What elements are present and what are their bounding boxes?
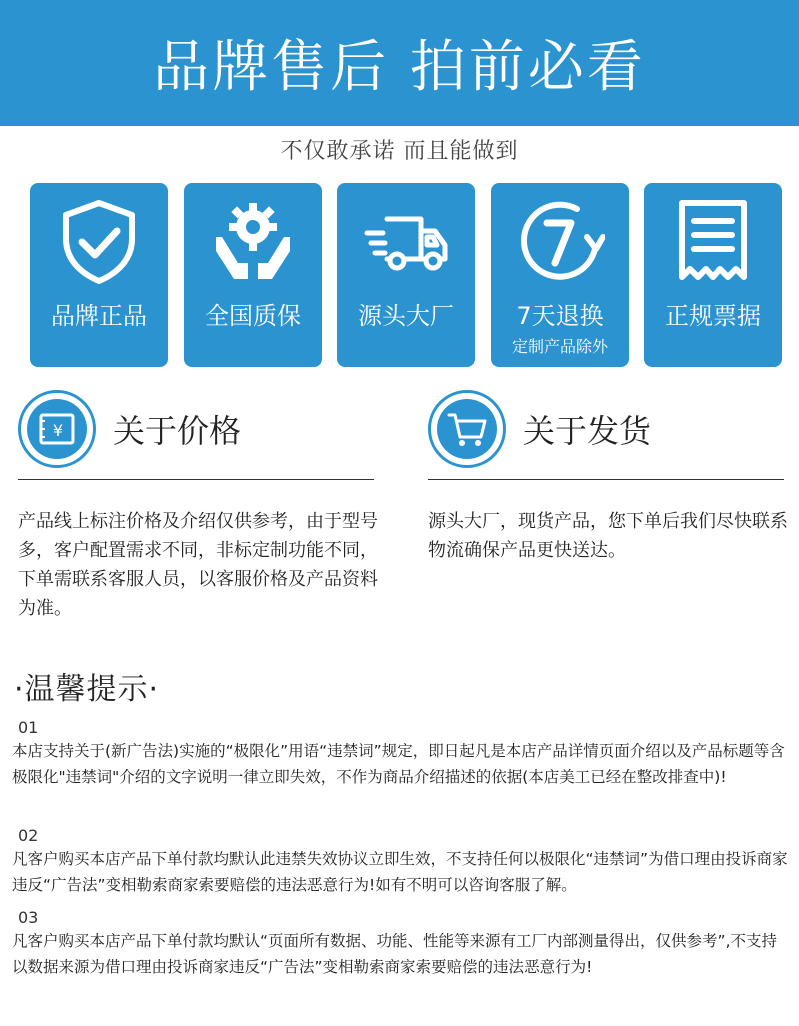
card-national-warranty	[184, 183, 322, 367]
price-divider	[18, 479, 374, 480]
gear-hands-icon	[208, 197, 298, 287]
page-title: 品牌售后 拍前必看	[153, 35, 646, 100]
card-label: 源头大厂	[358, 302, 454, 330]
card-label: 正规票据	[665, 302, 761, 330]
shield-check-icon	[54, 197, 144, 287]
card-label: 品牌正品	[51, 302, 147, 330]
price-tag-icon	[33, 405, 81, 453]
price-section-heading	[18, 388, 374, 478]
tip-number: 02	[18, 826, 39, 845]
tips-title: ·温馨提示·	[14, 672, 160, 707]
shipping-description: 源头大厂，现货产品，您下单后我们尽快联系物流确保产品更快送达。	[428, 511, 788, 561]
price-description: 产品线上标注价格及介绍仅供参考，由于型号多，客户配置需求不同，非标定制功能不同，下单需联系客服人员，以客服价格及产品资料为准。	[18, 511, 378, 619]
header-banner	[0, 0, 799, 126]
card-sublabel: 定制产品除外	[511, 337, 608, 356]
guarantee-cards	[30, 183, 782, 367]
card-seven-day-return	[491, 183, 629, 367]
shipping-icon-badge	[428, 390, 506, 468]
seven-day-return-icon	[515, 197, 605, 287]
shipping-section-heading	[428, 388, 784, 478]
shopping-cart-icon	[443, 405, 491, 453]
price-heading: 关于价格	[113, 412, 242, 450]
tip-number: 03	[18, 908, 39, 927]
card-official-receipt	[644, 183, 782, 367]
delivery-truck-icon	[361, 197, 451, 287]
card-source-factory	[337, 183, 475, 367]
card-brand-genuine	[30, 183, 168, 367]
tip-text: 凡客户购买本店产品下单付款均默认“页面所有数据、功能、性能等来源有工厂内部测量得出，仅供参考”,不支持以数据来源为借口理由投诉商家违反“广告法”变相勒索商家索要赔偿的违法恶意行为!	[12, 932, 777, 976]
subtitle: 不仅敢承诺 而且能做到	[280, 139, 519, 164]
price-icon-badge	[18, 390, 96, 468]
card-label: 全国质保	[205, 302, 301, 330]
card-label: 7天退换	[516, 302, 604, 330]
tip-text: 本店支持关于(新广告法)实施的“极限化”用语“违禁词”规定，即日起凡是本店产品详情页面介绍以及产品标题等含极限化"违禁词"介绍的文字说明一律立即失效，不作为商品介绍描述的依据(本店美工已经在整改排查中)!	[12, 742, 785, 786]
shipping-divider	[428, 479, 784, 480]
svg-text:¥: ¥	[52, 421, 64, 440]
tip-number: 01	[18, 718, 39, 737]
tip-text: 凡客户购买本店产品下单付款均默认此违禁失效协议立即生效，不支持任何以极限化“违禁词”为借口理由投诉商家违反“广告法”变相勒索商家索要赔偿的违法恶意行为!如有不明可以咨询客服了解。	[12, 850, 788, 894]
shipping-heading: 关于发货	[523, 412, 652, 450]
receipt-icon	[668, 197, 758, 287]
